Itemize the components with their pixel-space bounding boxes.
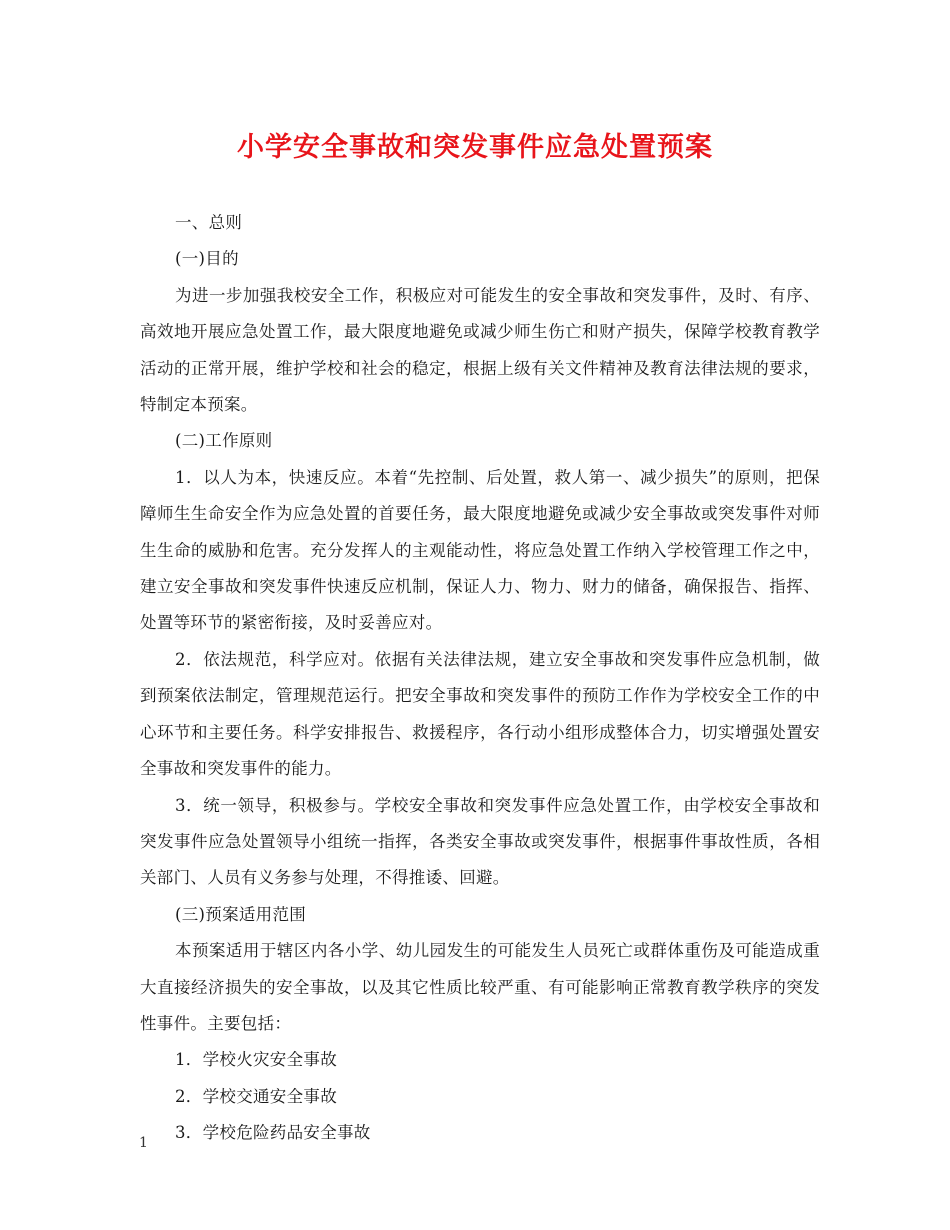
paragraph-scope: 本预案适用于辖区内各小学、幼儿园发生的可能发生人员死亡或群体重伤及可能造成重大直接经济损失的安全事故，以及其它性质比较严重、有可能影响正常教育教学秩序的突发性事件。主要包括： [140,941,820,1033]
section-heading-general: 一、总则 [175,213,243,232]
subsection-heading-scope: (三)预案适用范围 [175,904,307,924]
paragraph-principle-1: 1．以人为本，快速反应。本着“先控制、后处置，救人第一、减少损失”的原则，把保障师生生命安全作为应急处置的首要任务，最大限度地避免或减少安全事故或突发事件对师生生命的威胁和危害。充分发挥人的主观能动性，将应急处置工作纳入学校管理工作之中，建立安全事故和突发事件快速反应机制，保证人力、物力、财力的储备，确保报告、指挥、处置等环节的紧密衔接，及时妥善应对。 [140,467,820,633]
subsection-heading-principles: (二)工作原则 [175,431,273,451]
list-item-hazardous-drugs: 3．学校危险药品安全事故 [175,1123,371,1143]
subsection-heading-purpose: (一)目的 [175,249,239,269]
document-title: 小学安全事故和突发事件应急处置预案 [237,132,713,163]
paragraph-principle-2: 2．依法规范，科学应对。依据有关法律法规，建立安全事故和突发事件应急机制，做到预案依法制定，管理规范运行。把安全事故和突发事件的预防工作作为学校安全工作的中心环节和主要任务。科学安排报告、救援程序，各行动小组形成整体合力，切实增强处置安全事故和突发事件的能力。 [140,649,820,779]
paragraph-principle-3: 3．统一领导，积极参与。学校安全事故和突发事件应急处置工作，由学校安全事故和突发事件应急处置领导小组统一指挥，各类安全事故或突发事件，根据事件事故性质，各相关部门、人员有义务参与处理，不得推诿、回避。 [140,795,820,888]
paragraph-purpose: 为进一步加强我校安全工作，积极应对可能发生的安全事故和突发事件，及时、有序、高效地开展应急处置工作，最大限度地避免或减少师生伤亡和财产损失，保障学校教育教学活动的正常开展，维护学校和社会的稳定，根据上级有关文件精神及教育法律法规的要求，特制定本预案。 [140,285,820,415]
list-item-fire: 1．学校火灾安全事故 [175,1050,337,1070]
list-item-traffic: 2．学校交通安全事故 [175,1086,337,1106]
document-body [140,205,820,1152]
page-number: 1 [139,1135,148,1151]
